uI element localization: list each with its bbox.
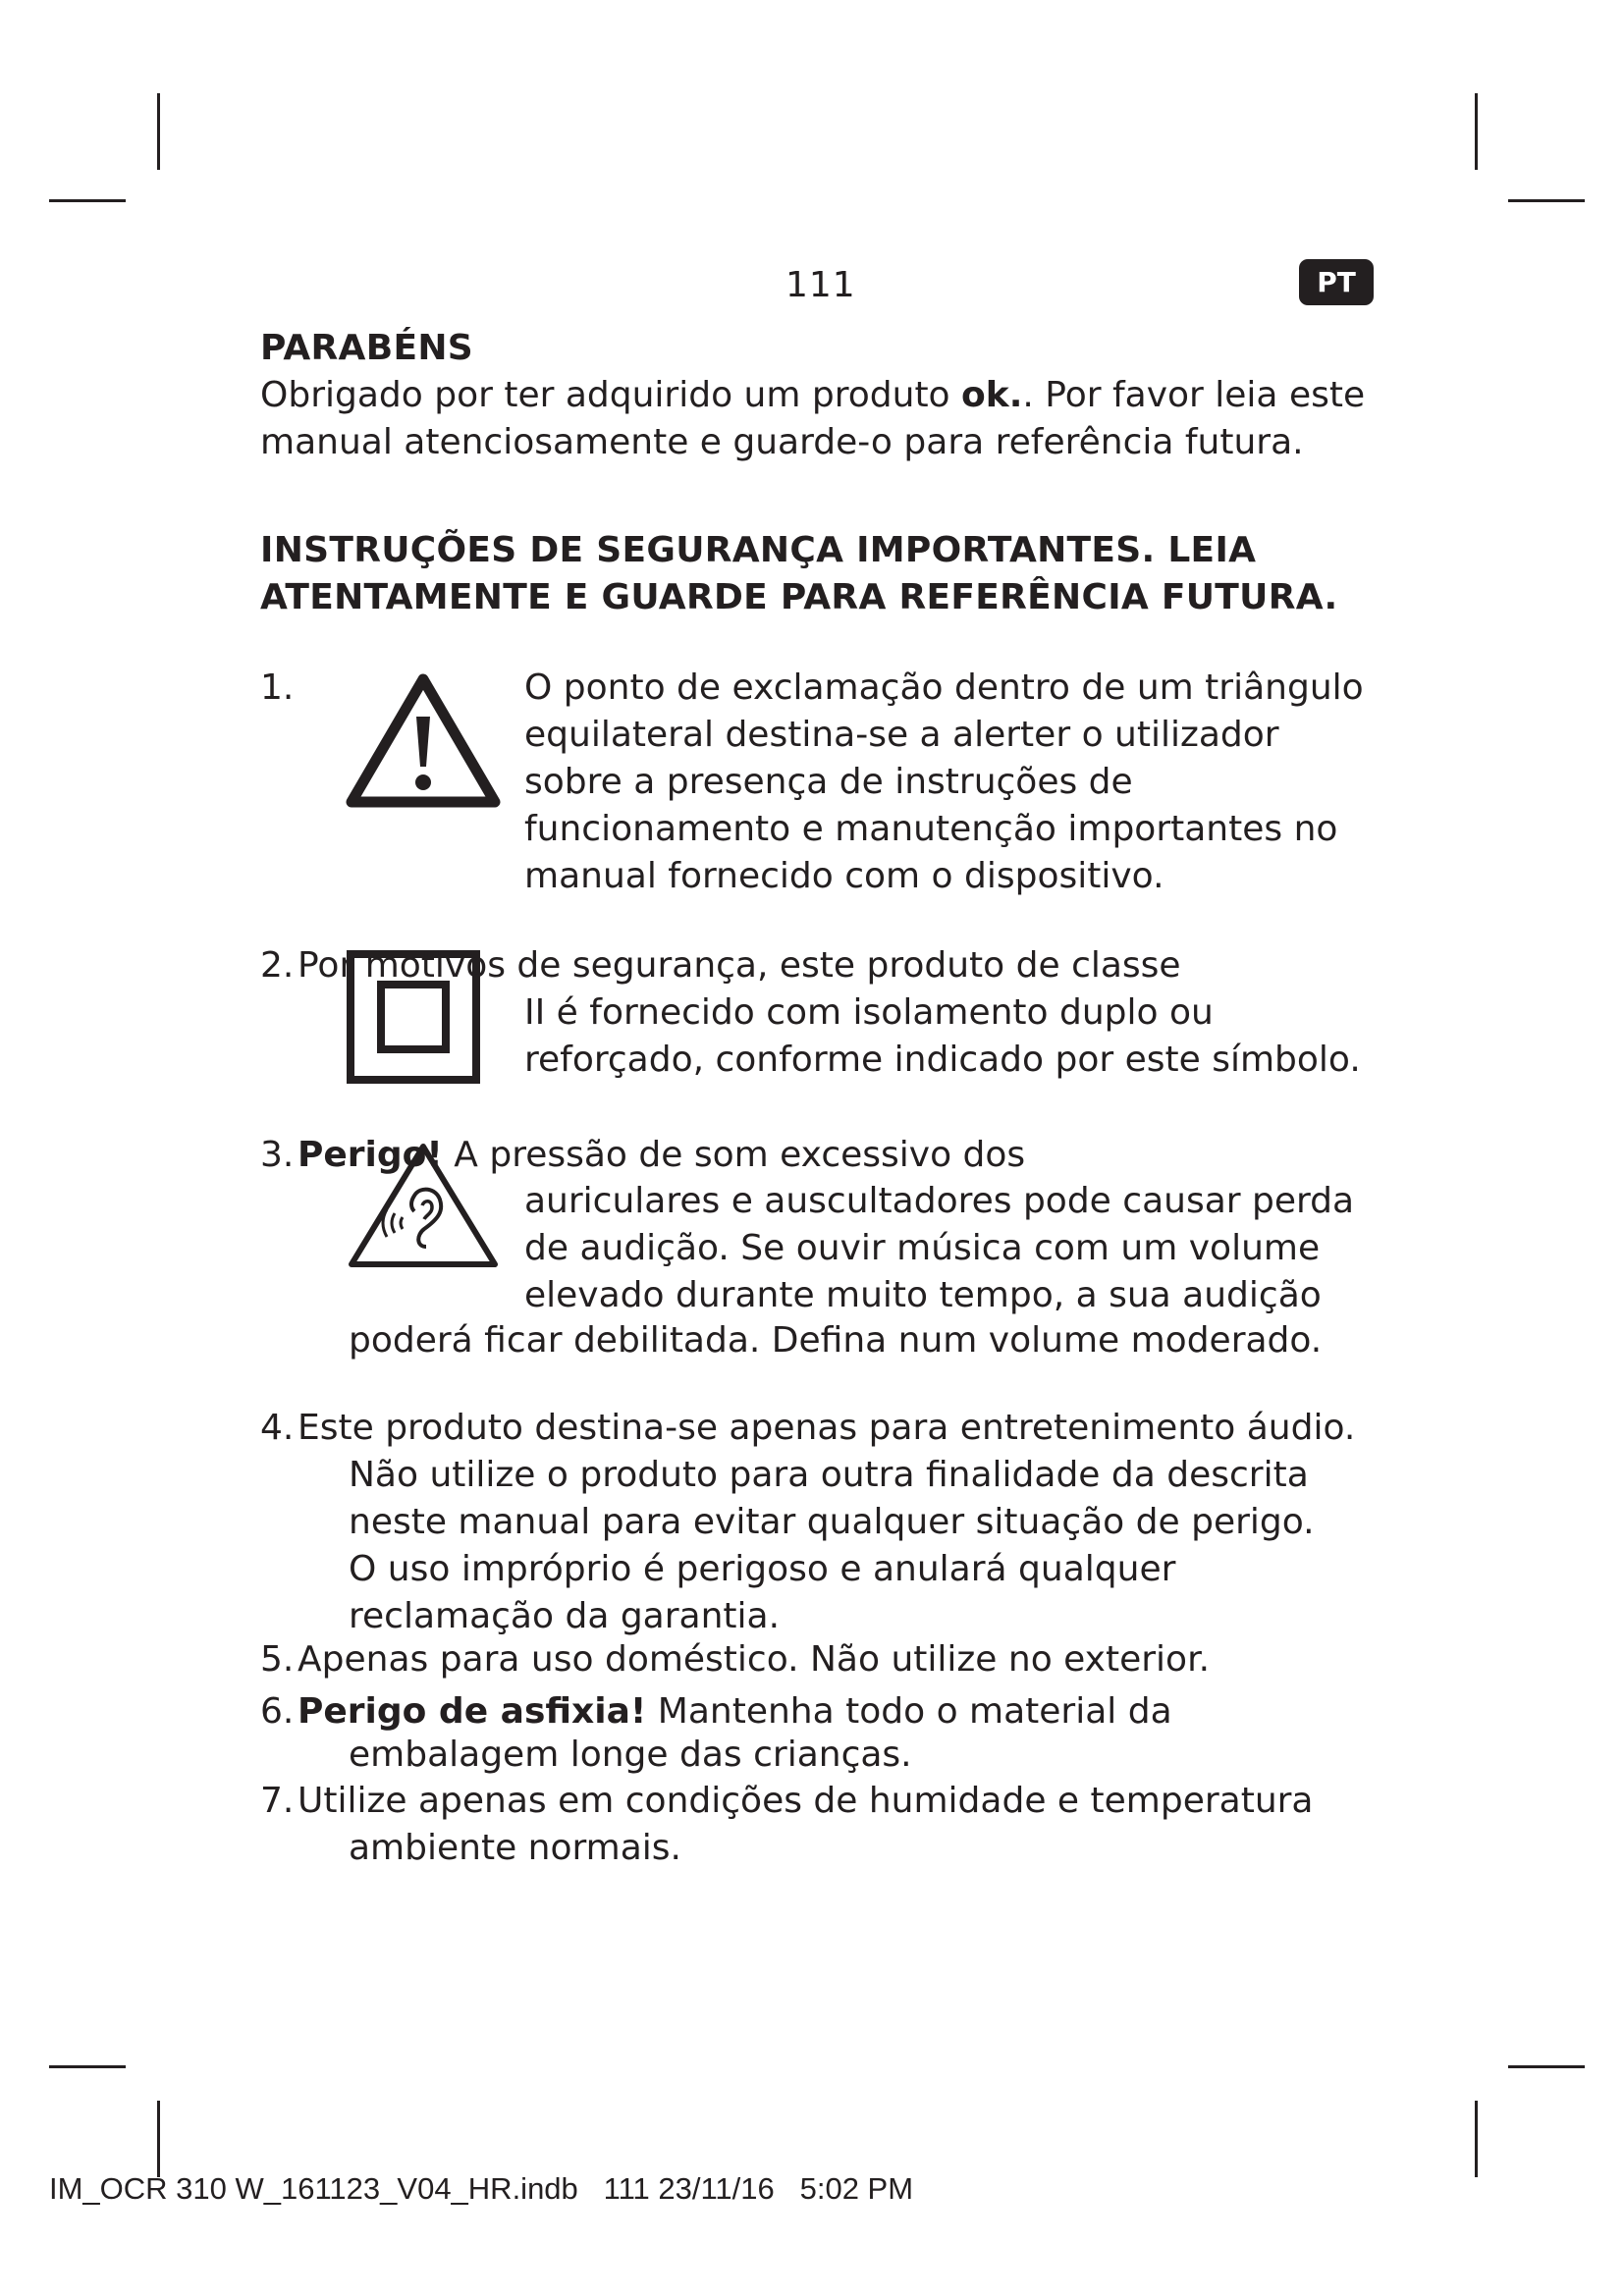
print-slug: IM_OCR 310 W_161123_V04_HR.indb 111 23/11/16 5:02 PM <box>49 2171 914 2206</box>
crop-mark <box>49 2065 126 2068</box>
language-badge: PT <box>1299 259 1374 305</box>
item-3-first-line: Perigo! A pressão de som excessivo dos <box>298 1135 1026 1175</box>
item-number: 4. <box>260 1408 295 1448</box>
item-3-last-line: poderá ficar debilitada. Defina num volume moderado. <box>349 1320 1323 1361</box>
item-3-text: auriculares e auscultadores pode causar perda de audição. Se ouvir música com um volume elevado durante muito tempo, a sua audição <box>524 1181 1355 1315</box>
danger-label: Perigo! <box>298 1135 443 1175</box>
item-2-text: II é fornecido com isolamento duplo ou reforçado, conforme indicado por este símbolo. <box>524 992 1361 1080</box>
crop-mark <box>1475 2101 1478 2177</box>
warning-triangle-icon <box>346 672 501 810</box>
item-number: 5. <box>260 1639 295 1680</box>
page-number: 111 <box>785 265 856 305</box>
item-number: 1. <box>260 667 295 708</box>
item-number: 7. <box>260 1781 295 1821</box>
crop-mark <box>1508 199 1585 202</box>
item-7-second-line: ambiente normais. <box>349 1828 681 1868</box>
item-5-text: Apenas para uso doméstico. Não utilize no exterior. <box>298 1639 1211 1680</box>
item-6-first-line: Perigo de asfixia! Mantenha todo o material da <box>298 1691 1172 1732</box>
item-number: 2. <box>260 945 295 986</box>
safety-heading: INSTRUÇÕES DE SEGURANÇA IMPORTANTES. LEIA ATENTAMENTE E GUARDE PARA REFERÊNCIA FUTURA. <box>260 530 1338 617</box>
congrats-heading: PARABÉNS <box>260 328 474 368</box>
crop-mark <box>49 199 126 202</box>
item-number: 3. <box>260 1135 295 1175</box>
crop-mark <box>1508 2065 1585 2068</box>
item-4-text: Não utilize o produto para outra finalidade da descrita neste manual para evitar qualquer situação de perigo. O uso impróprio é perigoso e anulará qualquer reclamação da garantia. <box>349 1455 1315 1636</box>
choking-hazard-label: Perigo de asfixia! <box>298 1691 647 1732</box>
item-1-text: O ponto de exclamação dentro de um triângulo equilateral destina-se a alerter o utilizador sobre a presença de instruções de funcionamento e manutenção importantes no manual fornecido com o dispositivo. <box>524 667 1364 896</box>
crop-mark <box>1475 93 1478 170</box>
item-4-first-line: Este produto destina-se apenas para entretenimento áudio. <box>298 1408 1356 1448</box>
item-7-first-line: Utilize apenas em condições de humidade e temperatura <box>298 1781 1314 1821</box>
crop-mark <box>157 2101 160 2177</box>
crop-mark <box>157 93 160 170</box>
item-number: 6. <box>260 1691 295 1732</box>
congrats-text: Obrigado por ter adquirido um produto ok.. Por favor leia este manual atenciosamente e guarde-o para referência futura. <box>260 375 1366 462</box>
item-6-second-line: embalagem longe das crianças. <box>349 1735 912 1775</box>
item-2-first-line: Por motivos de segurança, este produto de classe <box>298 945 1181 986</box>
brand-name: ok. <box>961 375 1023 415</box>
